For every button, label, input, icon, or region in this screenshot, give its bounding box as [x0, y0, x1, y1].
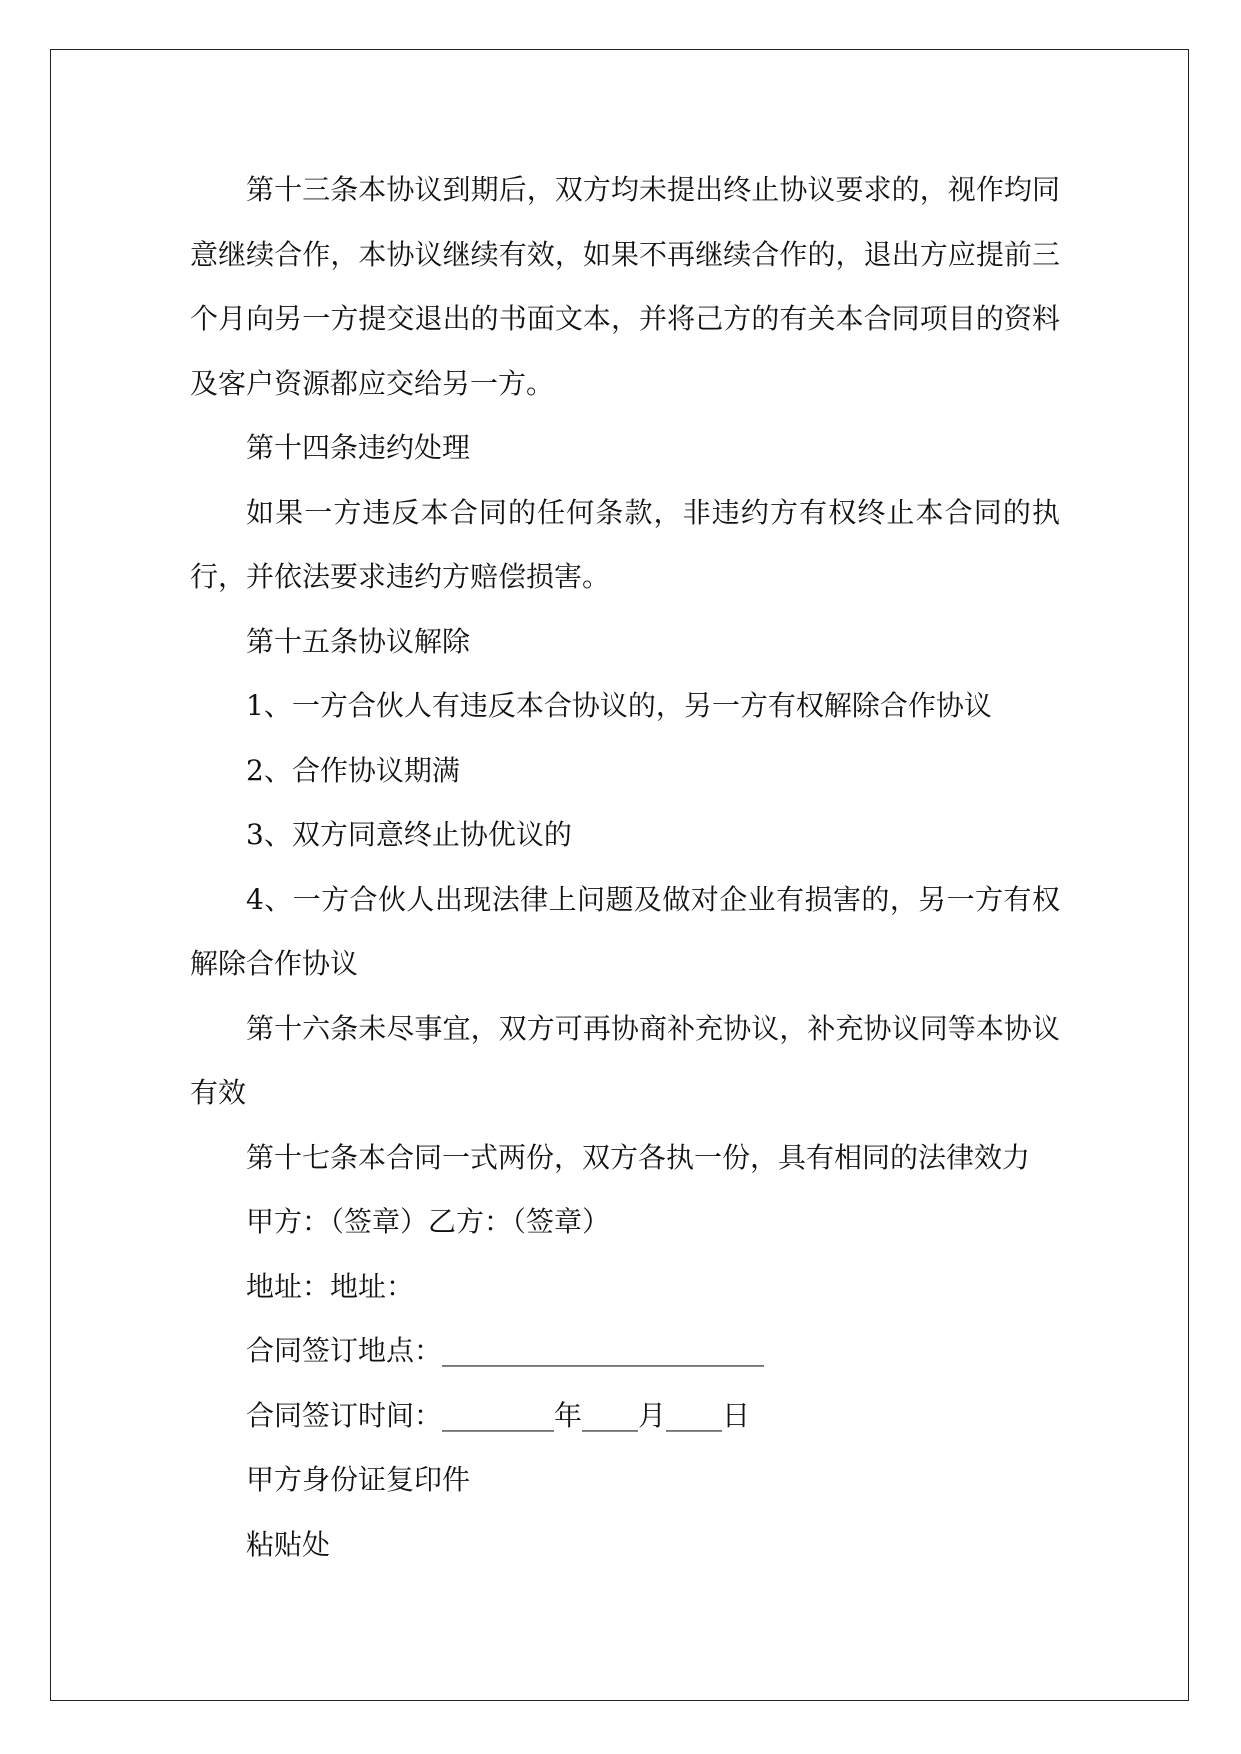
clause-17-paragraph: 第十七条本合同一式两份，双方各执一份，具有相同的法律效力 [246, 1140, 1031, 1174]
signing-place-line: 合同签订地点：_______________________ [246, 1334, 765, 1367]
clause-16-paragraph: 第十六条未尽事宜，双方可再协商补充协议，补充协议同等本协议有效 [190, 1011, 1060, 1109]
clause-15-item-2: 2、合作协议期满 [246, 753, 460, 787]
clause-15-item-4: 4、一方合伙人出现法律上问题及做对企业有损害的，另一方有权解除合作协议 [190, 882, 1060, 980]
address-line: 地址：地址： [246, 1269, 415, 1303]
document-body [190, 158, 1060, 1577]
clause-15-heading: 第十五条协议解除 [246, 624, 471, 658]
id-copy-label: 甲方身份证复印件 [246, 1463, 471, 1496]
clause-14-paragraph: 如果一方违反本合同的任何条款，非违约方有权终止本合同的执行，并依法要求违约方赔偿损害。 [190, 495, 1060, 593]
signature-line: 甲方：（签章）乙方：（签章） [246, 1205, 611, 1238]
clause-15-item-1: 1、一方合伙人有违反本合协议的，另一方有权解除合作协议 [246, 689, 992, 722]
paste-here-label: 粘贴处 [246, 1527, 331, 1561]
clause-15-item-3: 3、双方同意终止协优议的 [246, 818, 572, 851]
clause-13-paragraph: 第十三条本协议到期后，双方均未提出终止协议要求的，视作均同意继续合作，本协议继续有效，如果不再继续合作的，退出方应提前三个月向另一方提交退出的书面文本，并将己方的有关本合同项目的资料及客户资源都应交给另一方。 [190, 173, 1060, 400]
signing-date-line: 合同签订时间：________年____月____日 [246, 1398, 751, 1432]
clause-14-heading: 第十四条违约处理 [246, 431, 471, 464]
